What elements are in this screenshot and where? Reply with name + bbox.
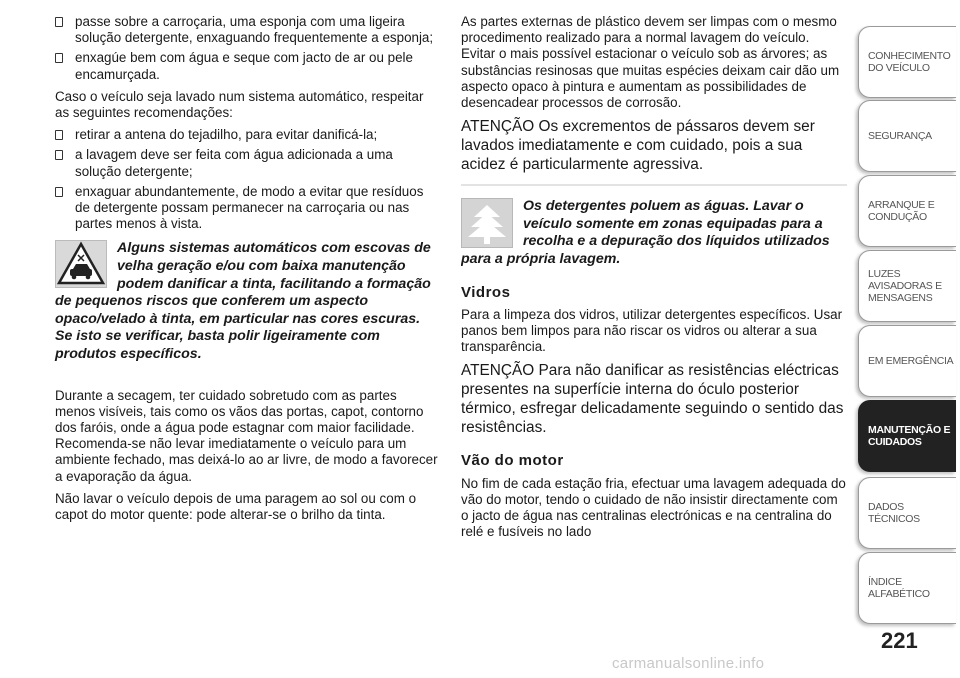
left-column xyxy=(55,14,440,529)
tab-seguranca[interactable]: SEGURANÇA xyxy=(858,100,956,172)
list-item: retirar a antena do tejadilho, para evitar danificá-la; xyxy=(55,127,440,143)
warning-text: Alguns sistemas automáticos com escovas de velha geração e/ou com baixa manutenção podem danificar a tinta, facilitando a formação de pequenos riscos que conferem um aspecto opaco/velado à tinta, em particular nas cores escuras. Se isto se verificar, basta polir ligeiramente com produtos específicos. xyxy=(55,240,431,362)
paragraph: Não lavar o veículo depois de uma paragem ao sol ou com o capot do motor quente: pode alterar-se o brilho da tinta. xyxy=(55,490,417,523)
chapter-tabs xyxy=(858,0,960,678)
attention-note: ATENÇÃO Para não danificar as resistências eléctricas presentes na superfície interna do óculo posterior térmico, esfregar delicadamente seguindo o sentido das resistências. xyxy=(461,362,844,437)
list-item: passe sobre a carroçaria, uma esponja com uma ligeira solução detergente, enxaguando frequentemente a esponja; xyxy=(55,14,440,46)
environment-note xyxy=(461,198,847,268)
tab-luzes[interactable]: LUZES AVISADORAS E MENSAGENS xyxy=(858,250,956,322)
paragraph: As partes externas de plástico devem ser limpas com o mesmo procedimento realizado para a normal lavagem do veículo. Evitar o mais possível estacionar o veículo sob as árvores; as substâncias resinosas que muitas espécies deixam cair dão um aspecto opaco à pintura e aumentam as possibilidades de desencadear processos de corrosão. xyxy=(461,14,840,111)
tree-environment-icon xyxy=(461,198,513,248)
attention-note: ATENÇÃO Os excrementos de pássaros devem ser lavados imediatamente e com cuidado, pois a sua acidez é particularmente agressiva. xyxy=(461,118,815,174)
bullet-box-icon xyxy=(55,17,63,27)
tab-dados-tecnicos[interactable]: DADOS TÉCNICOS xyxy=(858,477,956,549)
bullet-list-1 xyxy=(55,14,440,83)
tab-indice[interactable]: ÍNDICE ALFABÉTICO xyxy=(858,552,956,624)
list-item: enxagúe bem com água e seque com jacto de ar ou pele encamurçada. xyxy=(55,50,440,82)
tab-arranque[interactable]: ARRANQUE E CONDUÇÃO xyxy=(858,175,956,247)
list-item: a lavagem deve ser feita com água adicionada a uma solução detergente; xyxy=(55,147,440,179)
paragraph: No fim de cada estação fria, efectuar uma lavagem adequada do vão do motor, tendo o cuidado de não insistir directamente com o jacto de água nas centralinas electrónicas e na centralina do relé e fusíveis no lado xyxy=(461,475,846,540)
bullet-box-icon xyxy=(55,130,63,140)
warning-note xyxy=(55,240,440,363)
bullet-box-icon xyxy=(55,187,63,197)
tab-manutencao[interactable]: MANUTENÇÃO E CUIDADOS xyxy=(858,400,956,472)
tab-emergencia[interactable]: EM EMERGÊNCIA xyxy=(858,325,956,397)
bullet-box-icon xyxy=(55,150,63,160)
section-heading-vao-motor: Vão do motor xyxy=(461,452,564,470)
bullet-box-icon xyxy=(55,53,63,63)
page-number: 221 xyxy=(881,628,918,653)
tab-conhecimento[interactable]: CONHECIMENTO DO VEÍCULO xyxy=(858,26,956,98)
paragraph: Durante a secagem, ter cuidado sobretudo com as partes menos visíveis, tais como os vãos das portas, capot, contorno dos faróis, onde a água pode estagnar com maior facilidade. Recomenda-se não levar imediatamente o veículo para um ambiente fechado, mas deixá-lo ao ar livre, de modo a favorecer a evaporação da água. xyxy=(55,387,438,484)
list-item: enxaguar abundantemente, de modo a evitar que resíduos de detergente possam permanecer na carroçaria ou nas partes menos à vista. xyxy=(55,184,440,233)
divider xyxy=(461,184,847,186)
car-wash-warning-icon xyxy=(55,240,107,288)
paragraph: Para a limpeza dos vidros, utilizar detergentes específicos. Usar panos bem limpos para não riscar os vidros ou alterar a sua transparência. xyxy=(461,306,843,355)
paragraph: Caso o veículo seja lavado num sistema automático, respeitar as seguintes recomendações: xyxy=(55,88,424,121)
section-heading-vidros: Vidros xyxy=(461,283,511,301)
environment-text: Os detergentes poluem as águas. Lavar o veículo somente em zonas equipadas para a recolha e a depuração dos líquidos utilizados para a própria lavagem. xyxy=(461,198,830,267)
footer-watermark: carmanualsonline.info xyxy=(612,655,765,672)
bullet-list-2 xyxy=(55,127,440,232)
right-column xyxy=(461,14,847,546)
